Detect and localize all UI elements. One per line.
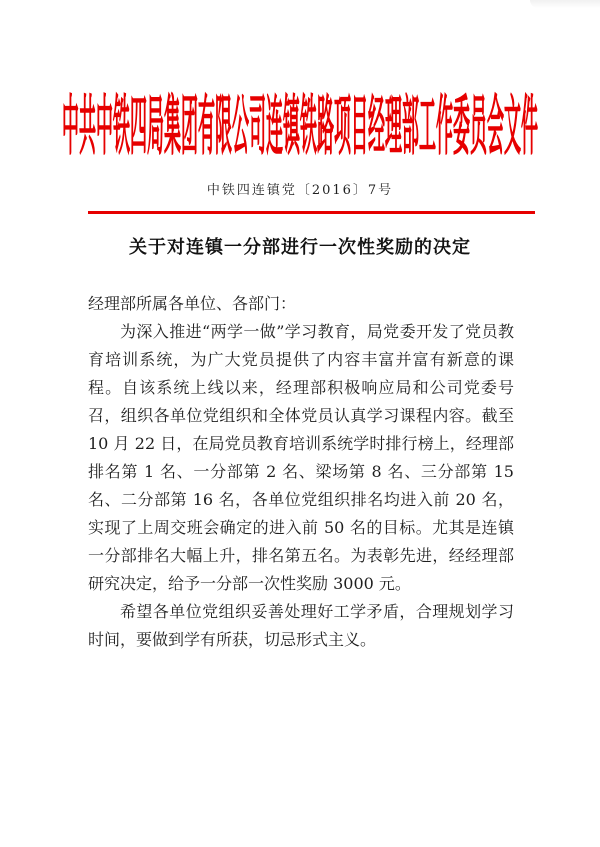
document-number: 中铁四连镇党〔2016〕7号 xyxy=(206,183,394,198)
body-paragraph: 为深入推进“两学一做”学习教育，局党委开发了党员教育培训系统，为广大党员提供了内容丰富并富有新意的课程。自该系统上线以来，经理部积极响应局和公司党委号召，组织各单位党组织和全体党员认真学习课程内容。截至 10 月 22 日，在局党员教育培训系统学时排行榜上，经理部排名第 1 名、一分部第 2 名、梁场第 8 名、三分部第 15 名、二分部第 16 名，各单位党组织排名均进入前 20 名，实现了上周交班会确定的进入前 50 名的目标。尤其是连镇一分部排名大幅上升，排名第五名。为表彰先进，经经理部研究决定，给予一分部一次性奖励 3000 元。 xyxy=(88,322,514,593)
salutation-line: 经理部所属各单位、各部门： xyxy=(88,294,297,313)
body-paragraph: 希望各单位党组织妥善处理好工学矛盾，合理规划学习时间，要做到学有所获，切忌形式主义。 xyxy=(88,602,514,649)
document-body xyxy=(88,290,514,654)
red-divider-line xyxy=(88,211,535,214)
letterhead-title: 中共中铁四局集团有限公司连镇铁路项目经理部工作委员会文件 xyxy=(62,90,538,167)
document-title: 关于对连镇一分部进行一次性奖励的决定 xyxy=(129,237,471,258)
document-letterhead xyxy=(0,86,600,167)
scan-artifact xyxy=(530,0,600,8)
